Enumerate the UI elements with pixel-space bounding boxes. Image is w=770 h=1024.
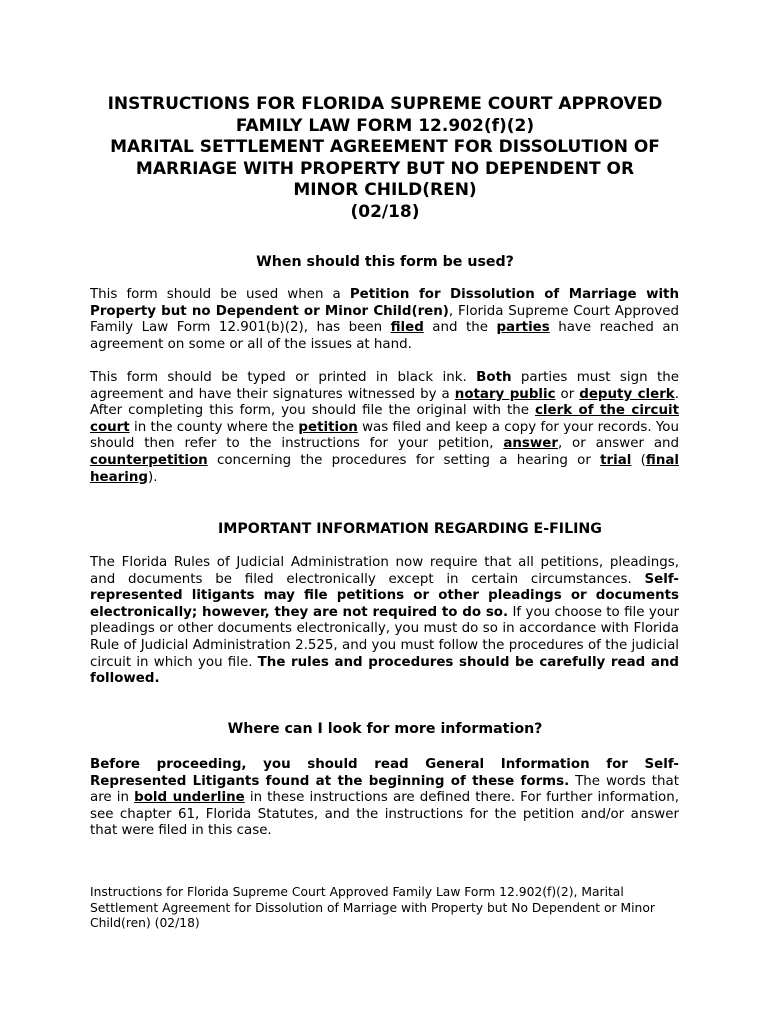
text-run: in these instructions are defined there. For further information, see chapter 61, Florida Statutes, and the instructions for the petition and/or answer that were filed in this case. (90, 790, 679, 839)
text-run: This form should be typed or printed in black ink. (90, 370, 477, 385)
page-footer: Instructions for Florida Supreme Court Approved Family Law Form 12.902(f)(2), Marital Settlement Agreement for Dissolution of Marriage with Property but No Dependent or Minor Child(ren) (02/18) (90, 885, 655, 930)
title-line-3: MARITAL SETTLEMENT AGREEMENT FOR DISSOLUTION OF (110, 137, 660, 157)
title-line-2: FAMILY LAW FORM 12.902(f)(2) (235, 115, 535, 136)
text-run: , or answer and (557, 436, 680, 452)
defined-term-bold-underline: bold underline (134, 790, 245, 806)
text-run: ( (631, 452, 646, 468)
text-run: ). (147, 469, 158, 485)
text-run: The words that are in (90, 773, 679, 806)
title-line-1: INSTRUCTIONS FOR FLORIDA SUPREME COURT APPROVED (107, 94, 663, 114)
text-run: . After completing this form, you should file the original with the (90, 386, 679, 419)
text-run: have reached an agreement on some or all of the issues at hand. (90, 320, 680, 352)
title-line-5: MINOR CHILD(REN) (293, 180, 477, 200)
text-run: in the county where the (129, 419, 299, 435)
text-run: , Florida Supreme Court Approved Family Law Form 12.901(b)(2), has been (90, 303, 679, 336)
defined-term-counterpetition: counterpetition (90, 452, 208, 468)
text-run: The Florida Rules of Judicial Administration now require that all petitions, pleadings, and documents be filed electronically except in certain circumstances. (90, 555, 679, 587)
section-heading-when-used: When should this form be used? (256, 254, 514, 270)
paragraph-signing-filing (90, 370, 679, 486)
text-run: and the (423, 320, 497, 336)
text-run: This form should be used when a (90, 287, 350, 302)
defined-term-final-hearing: final hearing (90, 452, 679, 485)
bold-text-run: Self-represented litigants may file petitions or other pleadings or documents electronically; however, they are not required to do so. (90, 571, 679, 620)
text-run: was filed and keep a copy for your records. You should then refer to the instructions for your petition, (90, 419, 679, 452)
bold-text-run: Before proceeding, you should read General Information for Self-Represented Litigants found at the beginning of these forms. (90, 757, 679, 789)
defined-term-filed: filed (390, 320, 424, 336)
section-heading-e-filing: IMPORTANT INFORMATION REGARDING E-FILING (218, 521, 602, 537)
bold-text-run: Both (476, 370, 512, 385)
defined-term-answer: answer (503, 436, 558, 452)
section-heading-more-info: Where can I look for more information? (227, 721, 543, 737)
defined-term-parties: parties (496, 320, 550, 336)
document-title (80, 94, 690, 223)
bold-text-run: The rules and procedures should be carefully read and followed. (90, 654, 679, 687)
text-run: concerning the procedures for setting a hearing or (207, 452, 601, 468)
text-run: parties must sign the agreement and have their signatures witnessed by a (90, 370, 680, 402)
text-run: or (555, 386, 580, 402)
paragraph-when-used (90, 287, 679, 353)
title-line-4: MARRIAGE WITH PROPERTY BUT NO DEPENDENT OR (135, 158, 635, 179)
defined-term-deputy-clerk: deputy clerk (579, 386, 675, 402)
paragraph-more-info (90, 757, 679, 840)
defined-term-petition: petition (298, 419, 358, 435)
defined-term-clerk-of-circuit-court: clerk of the circuit court (90, 403, 679, 435)
text-run: If you choose to file your pleadings or other documents electronically, you must do so in accordance with Florida Rule of Judicial Administration 2.525, and you must follow the procedures of the judicial circuit in which you file. (90, 604, 680, 670)
paragraph-e-filing (90, 555, 679, 688)
defined-term-notary-public: notary public (454, 386, 556, 402)
bold-text-run: Petition for Dissolution of Marriage with Property but no Dependent or Minor Child(ren) (90, 287, 679, 319)
title-line-6: (02/18) (350, 201, 420, 222)
defined-term-trial: trial (600, 452, 632, 468)
